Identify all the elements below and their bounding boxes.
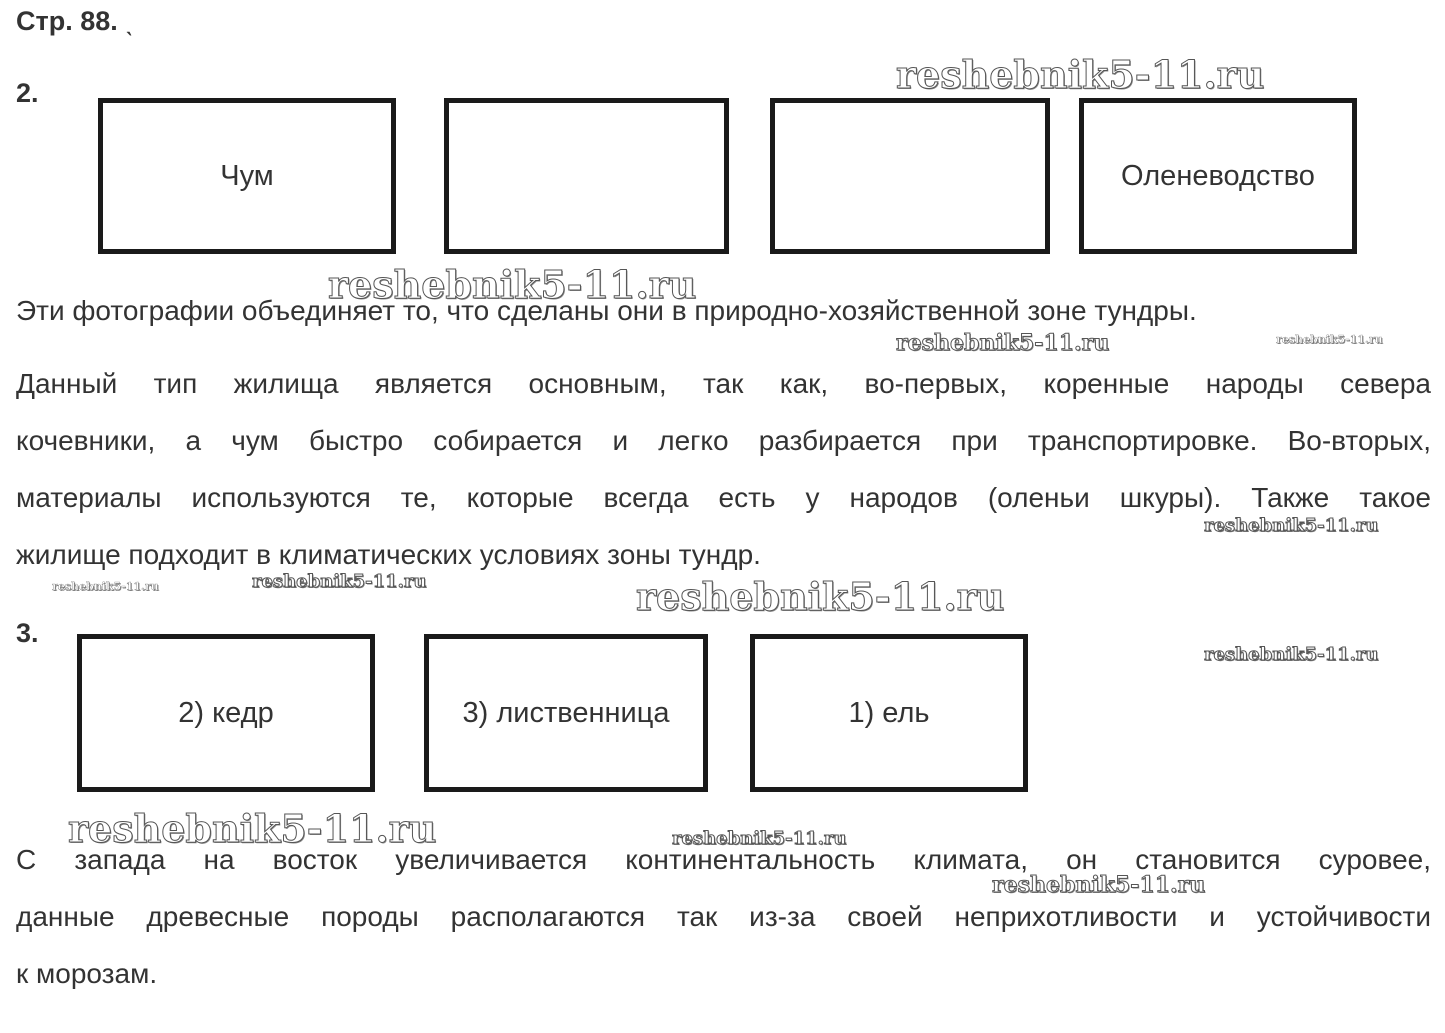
watermark: reshebnik5-11.ru (252, 571, 427, 592)
task-3-paragraph (16, 840, 1431, 1011)
task-3-box-1-label: 2) кедр (178, 696, 274, 729)
task-2-line-3: материалы используются те, которые всегда есть у народов (оленьи шкуры). Также такое (16, 482, 1431, 513)
task-3-line-2: данные древесные породы располагаются так из-за своей неприхотливости и устойчивости (16, 901, 1431, 932)
watermark: reshebnik5-11.ru (636, 574, 1005, 619)
task-3-box-3 (750, 634, 1028, 792)
page-label (16, 6, 134, 37)
watermark: reshebnik5-11.ru (1204, 644, 1379, 665)
watermark: reshebnik5-11.ru (68, 806, 437, 851)
task-2-sentence: Эти фотографии объединяет то, что сделаны они в природно-хозяйственной зоне тундры. (16, 295, 1197, 326)
task-2-paragraph (16, 364, 1431, 592)
task-3-line-3: к морозам. (16, 958, 158, 989)
task-2-box-1 (98, 98, 396, 254)
task-2-box-2 (444, 98, 729, 254)
watermark: reshebnik5-11.ru (896, 330, 1110, 356)
task-2-box-3 (770, 98, 1050, 254)
task-3-box-3-label: 1) ель (848, 696, 930, 729)
task-3-box-2-label: 3) лиственница (462, 696, 670, 729)
page-label-mark: ˎ (125, 6, 135, 36)
task-3-box-1 (77, 634, 375, 792)
task-2-box-1-label: Чум (220, 159, 274, 192)
task-2-line-4: жилище подходит в климатических условиях зоны тундр. (16, 539, 761, 570)
watermark: reshebnik5-11.ru (1204, 515, 1379, 536)
watermark: reshebnik5-11.ru (672, 828, 847, 849)
task-2-box-4-label: Оленеводство (1121, 159, 1315, 192)
page-number: Стр. 88. (16, 6, 118, 36)
task-2-line-1: Данный тип жилища является основным, так как, во-первых, коренные народы севера (16, 368, 1431, 399)
watermark: reshebnik5-11.ru (992, 872, 1206, 898)
task-3-box-2 (424, 634, 708, 792)
watermark: reshebnik5-11.ru (328, 262, 697, 307)
task-2-number: 2. (16, 78, 39, 108)
task-3-line-1: С запада на восток увеличивается континентальность климата, он становится суровее, (16, 844, 1431, 875)
watermark: reshebnik5-11.ru (52, 580, 159, 593)
task-2-line-2: кочевники, а чум быстро собирается и легко разбирается при транспортировке. Во-вторых, (16, 425, 1431, 456)
task-3-number: 3. (16, 618, 39, 648)
watermark: reshebnik5-11.ru (896, 52, 1265, 97)
task-2-box-4 (1079, 98, 1357, 254)
watermark: reshebnik5-11.ru (1276, 333, 1383, 346)
